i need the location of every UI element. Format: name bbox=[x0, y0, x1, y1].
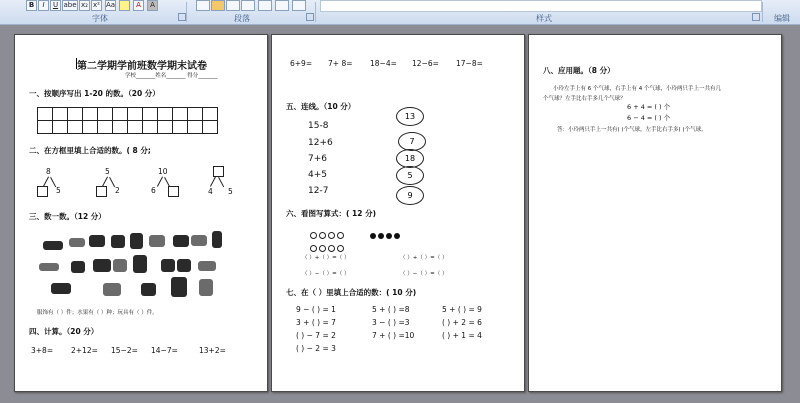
student-info-line: 学校_______姓名_______ 得分_______ bbox=[125, 73, 218, 79]
picture-equation: （ ）−（ ）=（ ） bbox=[302, 271, 350, 277]
section-1-heading: 一、按顺序写出 1-20 的数。（20 分） bbox=[29, 89, 160, 98]
change-case-button[interactable]: Aa bbox=[106, 1, 116, 9]
bag-picture bbox=[199, 279, 213, 296]
hollow-circle bbox=[319, 245, 326, 252]
toy-car-picture bbox=[198, 261, 216, 271]
fill-equation: ( ) − 7 = 2 bbox=[296, 331, 336, 340]
dress-picture bbox=[93, 259, 111, 272]
calc-item: 14−7= bbox=[151, 346, 178, 355]
exam-title: 第二学期学前班数学期末试卷 bbox=[77, 61, 207, 72]
grid-cell[interactable] bbox=[203, 108, 218, 121]
apple-picture bbox=[177, 259, 191, 272]
tree-3-left: 6 bbox=[151, 186, 156, 195]
fruit-picture bbox=[71, 261, 85, 273]
fill-equation: ( ) + 1 = 4 bbox=[442, 331, 482, 340]
ribbon-separator bbox=[186, 2, 187, 22]
tree-4-right: 5 bbox=[228, 187, 233, 196]
section-8-heading: 八、应用题。（8 分） bbox=[543, 66, 615, 75]
grid-cell[interactable] bbox=[128, 108, 143, 121]
ribbon-picture bbox=[51, 283, 71, 294]
tree-1-top: 8 bbox=[46, 167, 51, 176]
tshirt-picture bbox=[103, 283, 121, 296]
strikethrough-button[interactable]: abe bbox=[63, 1, 77, 9]
document-page-3[interactable] bbox=[528, 34, 782, 392]
match-right-oval[interactable]: 9 bbox=[396, 186, 424, 205]
calc-item: 7+ 8= bbox=[328, 59, 353, 68]
word-problem-line-1: 小玲左手上有 6 个气球，右手上有 4 个气球，小玲两只手上一共有几 bbox=[553, 86, 721, 92]
document-page-2[interactable] bbox=[271, 34, 525, 392]
hat-picture bbox=[141, 283, 156, 296]
grid-cell[interactable] bbox=[68, 108, 83, 121]
calc-item: 13+2= bbox=[199, 346, 226, 355]
tree-4-left: 4 bbox=[208, 187, 213, 196]
section-2-heading: 二、在方框里填上合适的数。( 8 分; bbox=[29, 146, 151, 155]
shading-button[interactable] bbox=[275, 0, 289, 11]
grid-cell[interactable] bbox=[98, 121, 113, 134]
shoe-picture bbox=[69, 238, 85, 247]
cap-picture bbox=[89, 235, 105, 247]
calc-item: 12−6= bbox=[412, 59, 439, 68]
match-left-item[interactable]: 12-7 bbox=[308, 186, 329, 196]
plum-picture bbox=[161, 259, 175, 272]
grid-cell[interactable] bbox=[158, 108, 173, 121]
picture-equation: （ ）−（ ）=（ ） bbox=[400, 271, 448, 277]
answer-box[interactable] bbox=[96, 186, 107, 197]
align-left-button[interactable] bbox=[196, 0, 210, 11]
tree-toy-picture bbox=[133, 255, 147, 273]
count-answer-line: 服饰有（ ）件；水果有（ ）种；玩具有（ ）件。 bbox=[37, 310, 158, 316]
document-page-1[interactable] bbox=[14, 34, 268, 392]
calc-item: 15−2= bbox=[111, 346, 138, 355]
match-left-item[interactable]: 12+6 bbox=[308, 138, 333, 148]
grapes-picture bbox=[130, 233, 143, 249]
ribbon-separator bbox=[762, 2, 763, 22]
align-center-button[interactable] bbox=[211, 0, 225, 11]
tree-1-right: 5 bbox=[56, 186, 61, 195]
ribbon-separator bbox=[315, 2, 316, 22]
highlight-button[interactable] bbox=[119, 0, 130, 11]
answer-box[interactable] bbox=[168, 186, 179, 197]
tree-3-top: 10 bbox=[158, 167, 168, 176]
shorts-picture bbox=[191, 235, 207, 246]
section-3-heading: 三、数一数。（12 分） bbox=[29, 212, 106, 221]
filled-circles-row bbox=[370, 224, 402, 243]
watermelon-picture bbox=[113, 259, 127, 272]
pants-picture bbox=[173, 235, 189, 247]
calc-item: 3+8= bbox=[31, 346, 54, 355]
tree-branch bbox=[157, 177, 163, 187]
hollow-circle bbox=[310, 245, 317, 252]
grid-cell[interactable] bbox=[83, 108, 98, 121]
hollow-circle bbox=[337, 245, 344, 252]
coat-picture bbox=[171, 277, 187, 297]
fill-equation: 7 + ( ) =10 bbox=[372, 331, 415, 340]
char-shading-button[interactable]: A bbox=[147, 0, 158, 11]
fill-equation: 9 − ( ) = 1 bbox=[296, 305, 336, 314]
match-left-item[interactable]: 15-8 bbox=[308, 121, 329, 131]
fill-equation: 3 + ( ) = 7 bbox=[296, 318, 336, 327]
line-spacing-button[interactable] bbox=[258, 0, 272, 11]
fill-equation: 5 + ( ) = 9 bbox=[442, 305, 482, 314]
shirt-picture bbox=[149, 235, 165, 247]
grid-cell[interactable] bbox=[203, 121, 218, 134]
edit-group-label: 编辑 bbox=[774, 14, 790, 23]
fill-equation: 3 − ( ) =3 bbox=[372, 318, 410, 327]
grid-cell[interactable] bbox=[98, 108, 113, 121]
match-left-item[interactable]: 7+6 bbox=[308, 154, 327, 164]
italic-button[interactable]: I bbox=[38, 0, 49, 11]
font-color-button[interactable]: A bbox=[133, 0, 144, 11]
answer-line: 答：小玲两只手上一共有( )个气球，左手比右手多( )个气球。 bbox=[557, 127, 707, 133]
word-problem-line-2: 个气球？左手比右手多几个气球？ bbox=[543, 96, 626, 102]
grid-cell[interactable] bbox=[173, 108, 188, 121]
section-6-heading: 六、看图写算式：( 12 分) bbox=[286, 209, 377, 218]
grid-cell[interactable] bbox=[188, 121, 203, 134]
calc-item: 2+12= bbox=[71, 346, 98, 355]
align-right-button[interactable] bbox=[226, 0, 240, 11]
tree-branch bbox=[218, 177, 224, 187]
fill-equation: ( ) + 2 = 6 bbox=[442, 318, 482, 327]
fill-equation: 5 + ( ) =8 bbox=[372, 305, 410, 314]
filled-circle bbox=[370, 233, 376, 239]
answer-box[interactable] bbox=[37, 186, 48, 197]
tree-2-top: 5 bbox=[105, 167, 110, 176]
filled-circle bbox=[394, 233, 400, 239]
calc-item: 6+9= bbox=[290, 59, 313, 68]
grid-cell[interactable] bbox=[38, 121, 53, 134]
banana-picture bbox=[39, 263, 59, 271]
grid-cell[interactable] bbox=[143, 108, 158, 121]
ribbon-toolbar bbox=[0, 0, 800, 25]
subscript-button[interactable]: x₂ bbox=[79, 0, 90, 11]
grid-cell[interactable] bbox=[113, 108, 128, 121]
hollow-circle bbox=[328, 245, 335, 252]
paragraph-dialog-launcher-icon[interactable] bbox=[306, 13, 314, 21]
section-7-heading: 七、在（ ）里填上合适的数：( 10 分) bbox=[286, 288, 417, 297]
justify-button[interactable] bbox=[241, 0, 255, 11]
grid-cell[interactable] bbox=[53, 121, 68, 134]
tree-2-right: 2 bbox=[115, 186, 120, 195]
match-right-oval[interactable]: 7 bbox=[398, 132, 426, 151]
borders-button[interactable] bbox=[292, 0, 306, 11]
grid-cell[interactable] bbox=[143, 121, 158, 134]
section-5-heading: 五、连线。（10 分） bbox=[286, 102, 356, 111]
calc-item: 17−8= bbox=[456, 59, 483, 68]
tree-branch bbox=[210, 177, 216, 187]
grid-cell[interactable] bbox=[113, 121, 128, 134]
match-right-oval[interactable]: 5 bbox=[396, 166, 424, 185]
filled-circle bbox=[386, 233, 392, 239]
styles-dialog-launcher-icon[interactable] bbox=[752, 13, 760, 21]
equation-sum: 6 + 4 = ( ) 个 bbox=[627, 103, 671, 111]
clothing-picture bbox=[43, 241, 63, 250]
pineapple-picture bbox=[212, 231, 222, 248]
styles-group-label: 样式 bbox=[536, 14, 552, 23]
section-4-heading: 四、计算。（20 分） bbox=[29, 327, 99, 336]
grid-cell[interactable] bbox=[53, 108, 68, 121]
font-dialog-launcher-icon[interactable] bbox=[178, 13, 186, 21]
grid-cell[interactable] bbox=[173, 121, 188, 134]
underline-button[interactable]: U bbox=[50, 0, 61, 11]
toy-picture bbox=[111, 235, 125, 248]
match-left-item[interactable]: 4+5 bbox=[308, 170, 327, 180]
filled-circle bbox=[378, 233, 384, 239]
picture-equation: （ ）+（ ）=（ ） bbox=[400, 255, 448, 261]
equation-difference: 6 − 4 = ( ) 个 bbox=[627, 114, 671, 122]
number-writing-grid bbox=[37, 107, 218, 134]
fill-equation: ( ) − 2 = 3 bbox=[296, 344, 336, 353]
match-right-oval[interactable]: 13 bbox=[396, 107, 424, 126]
grid-cell[interactable] bbox=[38, 108, 53, 121]
font-group-label: 字体 bbox=[92, 14, 108, 23]
grid-cell[interactable] bbox=[188, 108, 203, 121]
paragraph-group-label: 段落 bbox=[234, 14, 250, 23]
superscript-button[interactable]: x² bbox=[91, 0, 102, 11]
picture-equation: （ ）+（ ）=（ ） bbox=[302, 255, 350, 261]
grid-cell[interactable] bbox=[158, 121, 173, 134]
grid-cell[interactable] bbox=[128, 121, 143, 134]
bold-button[interactable]: B bbox=[26, 0, 37, 11]
grid-cell[interactable] bbox=[68, 121, 83, 134]
match-right-oval[interactable]: 18 bbox=[396, 149, 424, 168]
grid-cell[interactable] bbox=[83, 121, 98, 134]
styles-gallery[interactable] bbox=[320, 0, 762, 12]
calc-item: 18−4= bbox=[370, 59, 397, 68]
